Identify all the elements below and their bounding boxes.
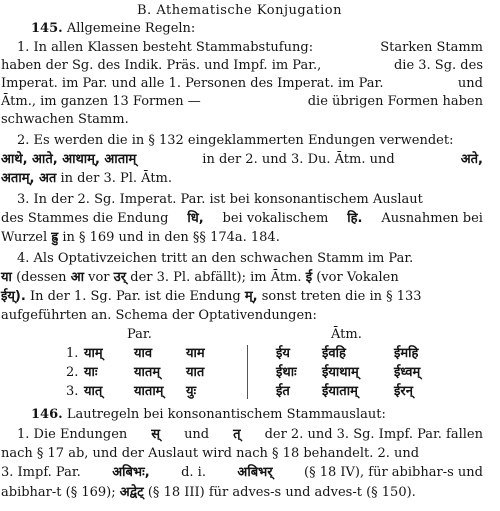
devanagari-text: अताम्, अत [1,171,57,186]
devanagari-text: अबिभः, [112,465,150,480]
p1-line: Ātm., im ganzen 13 Formen — die übrigen Formen haben [1,94,483,109]
p5-line: 3. Impf. Par. अबिभः, d. i. अबिभर् (§ 18 IV), für abibhar-s und [1,465,483,480]
p1-line: schwachen Stamm. [1,112,129,127]
schema-row-number: 3. [66,384,79,399]
p4-line: aufgeführten an. Schema der Optativendungen: [1,308,317,323]
schema-cell: ईत [276,384,290,399]
section-title: Lautregeln bei konsonantischem Stammauslaut: [66,407,386,422]
schema-cell: यातम् [134,365,161,380]
devanagari-text: धि, [187,211,204,226]
section-title: Allgemeine Regeln: [66,21,196,36]
section-146-heading [31,406,386,423]
p4-line: 4. Als Optativzeichen tritt an den schwachen Stamm im Par. [17,251,414,266]
schema-cell: याताम् [134,384,164,399]
devanagari-text: म्, [244,289,258,304]
devanagari-text: ई [305,270,313,285]
schema-atm-label: Ātm. [331,327,362,342]
schema-row-number: 2. [66,365,79,380]
devanagari-text: हि. [347,211,363,226]
p3-line: des Stammes die Endung धि, bei vokalischem हि. Ausnahmen bei [1,211,483,226]
schema-cell: याम् [84,346,103,361]
devanagari-text: अते, [460,152,483,167]
devanagari-text: या [1,270,12,285]
schema-cell: युः [186,384,197,399]
devanagari-text: आथे, आते, आथाम्, आताम् [1,152,137,167]
p1-line: Imperat. im Par. und alle 1. Personen des Imperat. im Par. und [1,76,483,91]
p4-line: या (dessen आ vor उर् der 3. Pl. abfällt); im Ātm. ई (vor Vokalen [1,270,399,285]
schema-cell: ईथाः [276,365,297,380]
schema-cell: याः [84,365,98,380]
p5-line: nach § 17 ab, und der Auslaut wird nach § 18 behandelt. 2. und [1,446,420,461]
schema-cell: ईय [276,346,290,361]
p1-line: 1. In allen Klassen besteht Stammabstufung: Starken Stamm [17,40,483,55]
section-number: 146. [31,407,63,422]
devanagari-text: उर् [113,270,127,285]
section-145-heading [31,20,195,37]
schema-row-number: 1. [66,346,79,361]
devanagari-text: अद्वेट् [119,485,144,500]
p2-line: अताम्, अत in der 3. Pl. Ātm. [1,171,173,186]
p2-line: 2. Es werden die in § 132 eingeklammerten Endungen verwendet: [17,133,454,148]
schema-cell: याम [186,346,205,361]
p4-line: ईय्). In der 1. Sg. Par. ist die Endung म्, sonst treten die in § 133 [1,289,422,304]
p2-line: आथे, आते, आथाम्, आताम् in der 2. und 3. Du. Ātm. und अते, [1,152,483,167]
schema-cell: ईमहि [394,346,419,361]
schema-cell: ईयाताम् [322,384,358,399]
devanagari-text: ह्रु [51,230,59,245]
p3-line: Wurzel ह्रु in § 169 und in den §§ 174a. 184. [1,230,280,245]
p1-line: haben der Sg. des Indik. Präs. und Impf. im Par., die 3. Sg. des [1,58,483,73]
p3-line: 3. In der 2. Sg. Imperat. Par. ist bei konsonantischem Auslaut [17,192,423,207]
section-header: B. Athematische Konjugation [137,3,342,18]
p5-line: 1. Die Endungen स् und त् der 2. und 3. Sg. Impf. Par. fallen [17,427,483,442]
devanagari-text: त् [233,427,241,442]
schema-cell: याव [134,346,153,361]
devanagari-text: अबिभर् [237,465,273,480]
devanagari-text: स् [151,427,161,442]
devanagari-text: ईय्). [1,289,26,304]
schema-cell: यात् [84,384,103,399]
schema-cell: ईवहि [322,346,346,361]
schema-cell: ईध्वम् [394,365,421,380]
schema-cell: ईयाथाम् [322,365,359,380]
schema-divider [247,345,248,399]
schema-par-label: Par. [127,327,152,342]
devanagari-text: आ [70,270,84,285]
p5-line: abibhar-t (§ 169); अद्वेट् (§ 18 III) für adves-s und adves-t (§ 150). [1,485,416,500]
schema-cell: ईरन् [394,384,413,399]
schema-cell: यात [186,365,205,380]
section-number: 145. [31,21,63,36]
